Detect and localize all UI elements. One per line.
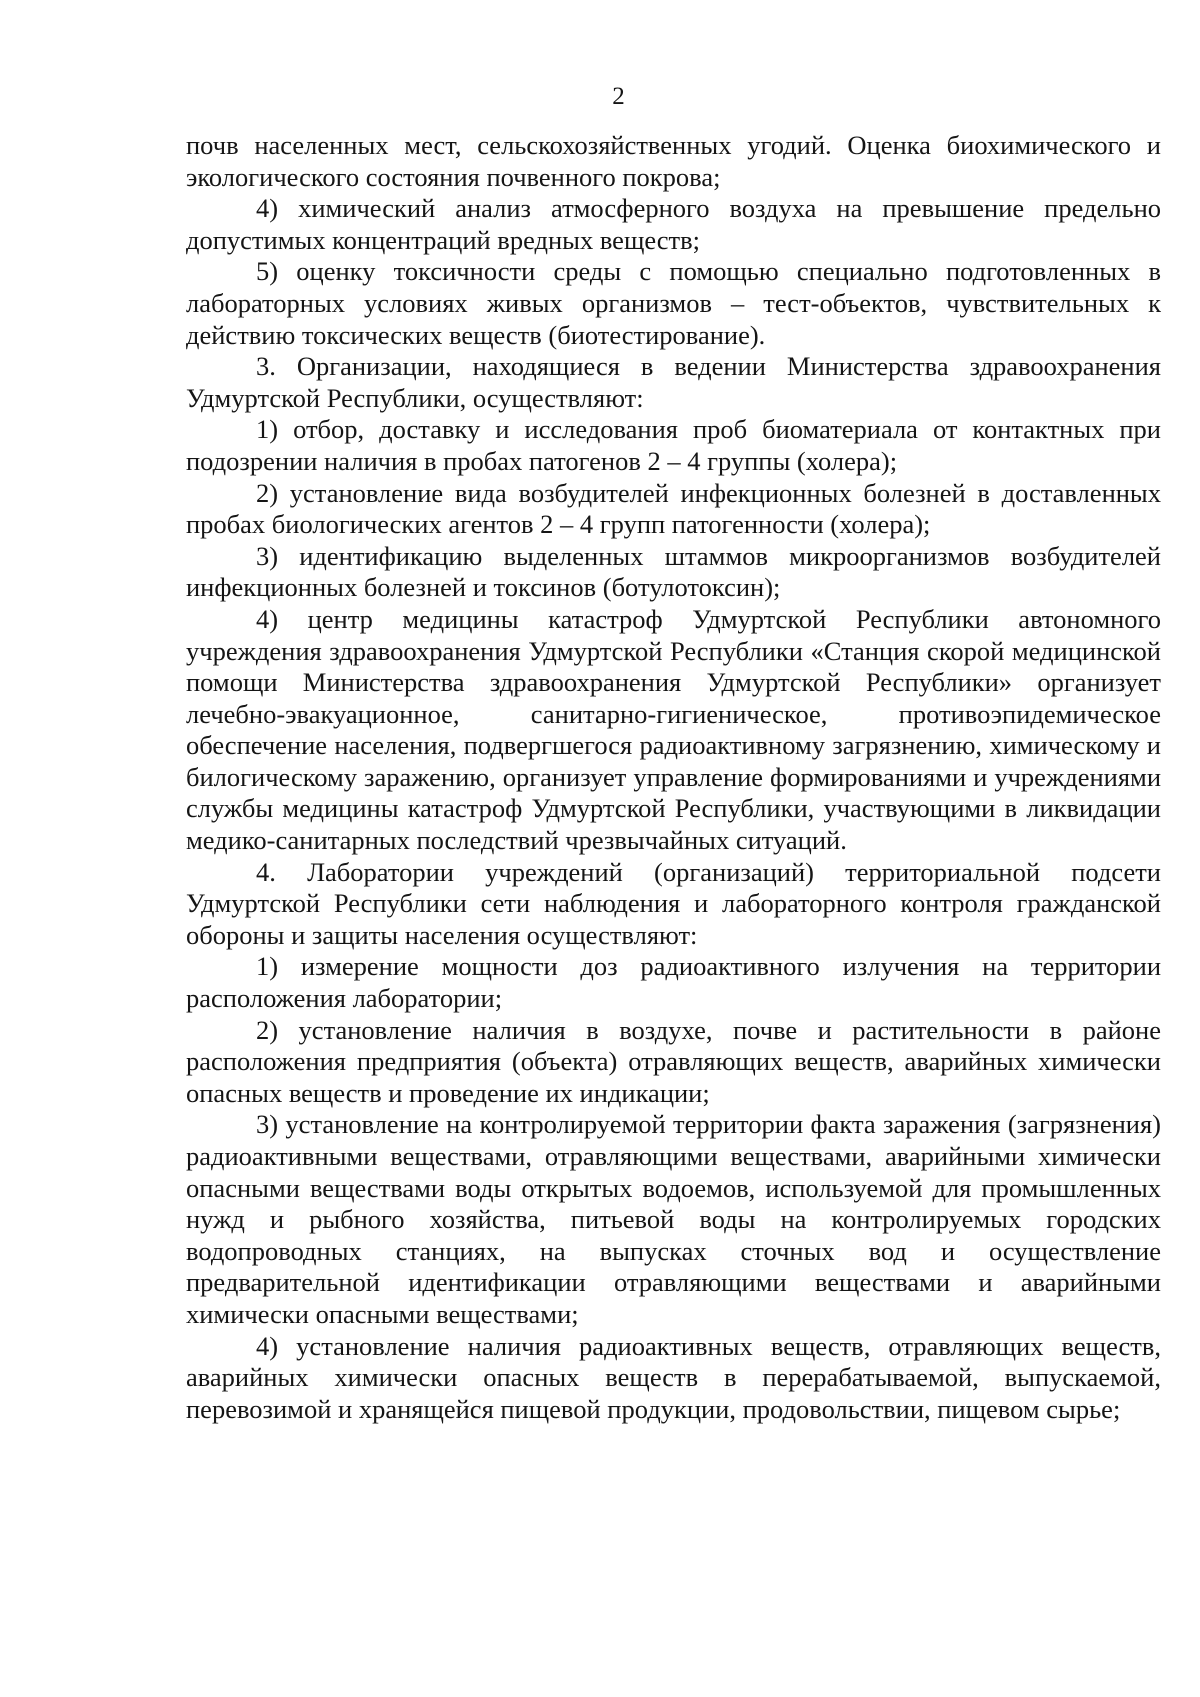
paragraph: 4) центр медицины катастроф Удмуртской Республики автономного учреждения здравоохранения Удмуртской Республики «Станция скорой медицинской помощи Министерства здравоохранения Удмуртской Республики» организует лечебно-эвакуационное, санитарно-гигиеническое, противоэпидемическое обеспечение населения, подвергшегося радиоактивному загрязнению, химическому и билогическому заражению, организует управление формированиями и учреждениями службы медицины катастроф Удмуртской Республики, участвующими в ликвидации медико-санитарных последствий чрезвычайных ситуаций. [186, 603, 1161, 856]
paragraph: 2) установление вида возбудителей инфекционных болезней в доставленных пробах биологических агентов 2 – 4 групп патогенности (холера); [186, 477, 1161, 540]
paragraph: 2) установление наличия в воздухе, почве и растительности в районе расположения предприятия (объекта) отравляющих веществ, аварийных химически опасных веществ и проведение их индикации; [186, 1014, 1161, 1108]
paragraph: 4. Лаборатории учреждений (организаций) территориальной подсети Удмуртской Республики сети наблюдения и лабораторного контроля гражданской обороны и защиты населения осуществляют: [186, 856, 1161, 950]
body-text [186, 130, 1161, 1425]
paragraph: почв населенных мест, сельскохозяйственных угодий. Оценка биохимического и экологического состояния почвенного покрова; [186, 130, 1161, 192]
paragraph: 4) установление наличия радиоактивных веществ, отравляющих веществ, аварийных химически опасных веществ в перерабатываемой, выпускаемой, перевозимой и хранящейся пищевой продукции, продовольствии, пищевом сырье; [186, 1330, 1161, 1424]
page-number: 2 [612, 83, 625, 110]
paragraph: 3. Организации, находящиеся в ведении Министерства здравоохранения Удмуртской Республики, осуществляют: [186, 351, 1161, 413]
paragraph: 3) установление на контролируемой территории факта заражения (загрязнения) радиоактивными веществами, отравляющими веществами, аварийными химически опасными веществами воды открытых водоемов, используемой для промышленных нужд и рыбного хозяйства, питьевой воды на контролируемых городских водопроводных станциях, на выпусках сточных вод и осуществление предварительной идентификации отравляющими веществами и аварийными химически опасными веществами; [186, 1109, 1161, 1329]
paragraph: 5) оценку токсичности среды с помощью специально подготовленных в лабораторных условиях живых организмов – тест-объектов, чувствительных к действию токсических веществ (биотестирование). [186, 256, 1161, 350]
paragraph: 1) измерение мощности доз радиоактивного излучения на территории расположения лаборатории; [186, 951, 1161, 1014]
paragraph: 4) химический анализ атмосферного воздуха на превышение предельно допустимых концентраций вредных веществ; [186, 193, 1161, 255]
paragraph: 3) идентификацию выделенных штаммов микроорганизмов возбудителей инфекционных болезней и токсинов (ботулотоксин); [186, 540, 1161, 603]
paragraph: 1) отбор, доставку и исследования проб биоматериала от контактных при подозрении наличия в пробах патогенов 2 – 4 группы (холера); [186, 414, 1161, 476]
